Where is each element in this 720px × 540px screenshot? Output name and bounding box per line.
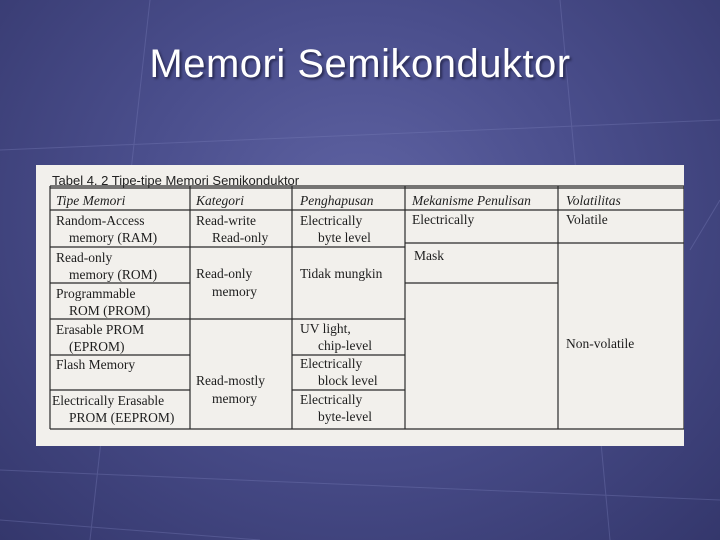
header-volatilitas: Volatilitas [566,193,621,208]
tipe-eeprom-line1: Electrically Erasable [52,393,165,408]
tipe-rom-line2: memory (ROM) [69,267,158,282]
table-image [36,165,684,446]
table-caption: Tabel 4. 2 Tipe-tipe Memori Semikonduktor [52,173,300,188]
mekanisme-electrically: Electrically [412,212,475,227]
hapus-ram-line1: Electrically [300,213,363,228]
hapus-flash-line1: Electrically [300,356,363,371]
hapus-tidak-mungkin: Tidak mungkin [300,266,383,281]
kategori-read-mostly-line2: memory [212,391,257,406]
kategori-read-mostly-line1: Read-mostly [196,373,265,388]
tipe-eprom-line1: Erasable PROM [56,322,145,337]
tipe-eeprom-line2: PROM (EEPROM) [69,410,175,425]
kategori-read-only-ram: Read-only [212,230,269,245]
hapus-eprom-line2: chip-level [318,338,372,353]
hapus-flash-line2: block level [318,373,378,388]
tipe-prom-line1: Programmable [56,286,136,301]
hapus-eprom-line1: UV light, [300,321,351,336]
hapus-ram-line2: byte level [318,230,371,245]
mekanisme-mask: Mask [414,248,444,263]
tipe-ram-line1: Random-Access [56,213,145,228]
kategori-read-write: Read-write [196,213,256,228]
kategori-read-only-line2: memory [212,284,257,299]
volatilitas-non-volatile: Non-volatile [566,336,635,351]
tipe-rom-line1: Read-only [56,250,113,265]
header-penghapusan: Penghapusan [300,193,374,208]
slide-title: Memori Semikonduktor [149,42,571,86]
tipe-prom-line2: ROM (PROM) [69,303,151,318]
header-tipe-memori: Tipe Memori [56,193,126,208]
tipe-eprom-line2: (EPROM) [69,339,125,354]
hapus-eeprom-line1: Electrically [300,392,363,407]
volatilitas-volatile: Volatile [566,212,608,227]
hapus-eeprom-line2: byte-level [318,409,372,424]
tipe-flash-line1: Flash Memory [56,357,136,372]
tipe-ram-line2: memory (RAM) [69,230,158,245]
kategori-read-only-line1: Read-only [196,266,253,281]
header-mekanisme-penulisan: Mekanisme Penulisan [412,193,531,208]
header-kategori: Kategori [196,193,245,208]
